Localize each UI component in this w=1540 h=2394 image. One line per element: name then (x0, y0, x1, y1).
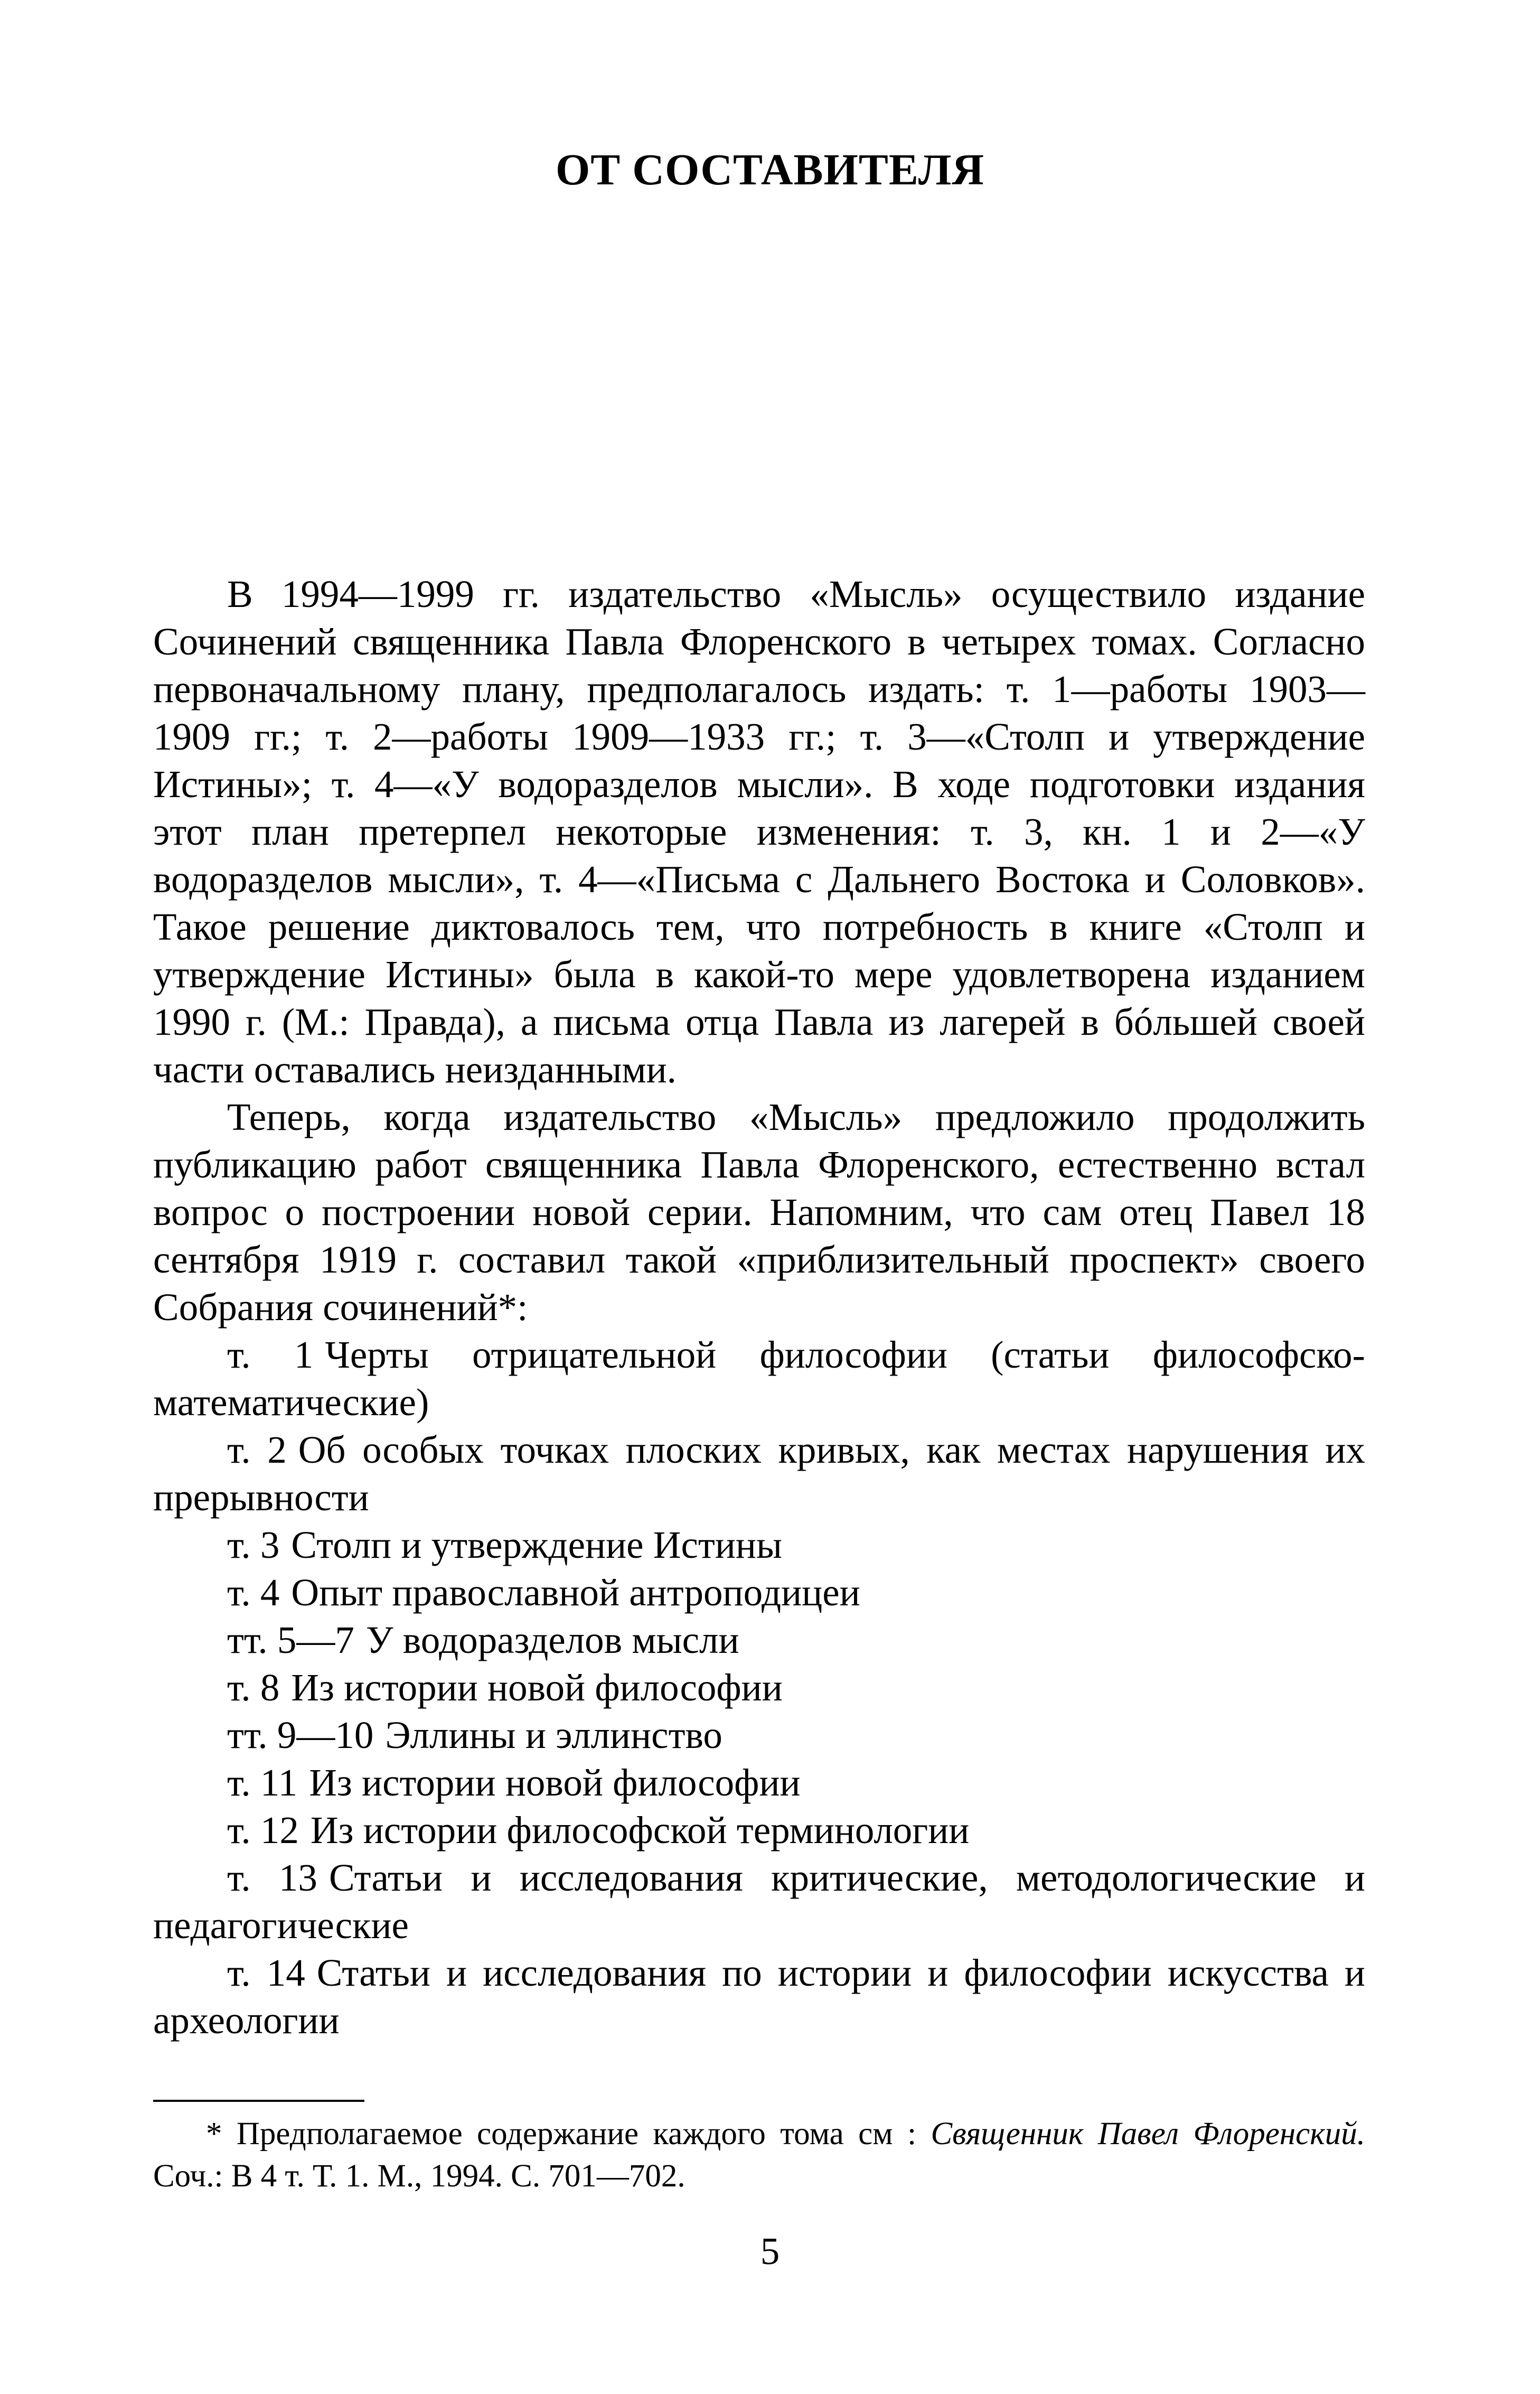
volume-number: т. 14 (227, 1951, 305, 1994)
list-item (153, 1712, 1365, 1759)
volume-title: Черты отрицательной философии (статьи философско-математические) (153, 1333, 1365, 1424)
footnote-mark: * (206, 2116, 222, 2152)
volume-number: тт. 9—10 (227, 1714, 374, 1756)
footnote-author: Священник Павел Флоренский. (931, 2116, 1365, 2152)
page-heading: ОТ СОСТАВИТЕЛЯ (555, 145, 985, 194)
list-item (153, 1616, 1365, 1664)
volume-title: Об особых точках плоских кривых, как местах нарушения их прерывности (153, 1428, 1365, 1519)
list-item (153, 1331, 1365, 1426)
volume-list (153, 1331, 1365, 2044)
volume-title: У водоразделов мысли (365, 1619, 739, 1661)
list-item (153, 1807, 1365, 1854)
volume-title: Эллины и эллинство (385, 1714, 722, 1756)
page-number: 5 (760, 2230, 780, 2273)
list-item (153, 1854, 1365, 1949)
volume-title: Столп и утверждение Истины (291, 1523, 782, 1566)
volume-title: Из истории новой философии (291, 1666, 783, 1709)
volume-title: Из истории новой философии (309, 1761, 801, 1804)
footnote (153, 2113, 1365, 2197)
volume-title: Статьи и исследования по истории и философии искусства и археологии (153, 1951, 1365, 2042)
volume-number: т. 13 (227, 1856, 317, 1899)
list-item (153, 1759, 1365, 1807)
volume-title: Из истории философской терминологии (310, 1809, 970, 1851)
list-item (153, 1949, 1365, 2044)
volume-number: т. 12 (227, 1809, 299, 1851)
volume-number: т. 4 (227, 1571, 280, 1614)
list-item (153, 1664, 1365, 1712)
paragraph-1: В 1994—1999 гг. издательство «Мысль» осуществило издание Сочинений священника Павла Флоренского в четырех томах. Согласно первоначальному плану, предполагалось издать: т. 1—работы 1903—1909 гг.; т. 2—работы 1909—1933 гг.; т. 3—«Столп и утверждение Истины»; т. 4—«У водоразделов мысли». В ходе подготовки издания этот план претерпел некоторые изменения: т. 3, кн. 1 и 2—«У водоразделов мысли», т. 4—«Письма с Дальнего Востока и Соловков». Такое решение диктовалось тем, что потребность в книге «Столп и утверждение Истины» была в какой-то мере удовлетворена изданием 1990 г. (М.: Правда), а письма отца Павла из лагерей в бóльшей своей части оставались неизданными. (153, 573, 1365, 1091)
footnote-text: Предполагаемое содержание каждого тома см : (236, 2116, 931, 2152)
volume-number: т. 2 (227, 1428, 287, 1471)
volume-number: т. 11 (227, 1761, 298, 1804)
volume-number: т. 3 (227, 1523, 280, 1566)
list-item (153, 1569, 1365, 1616)
list-item (153, 1426, 1365, 1521)
body-text (153, 571, 1365, 2044)
footnote-citation: Соч.: В 4 т. Т. 1. М., 1994. С. 701—702. (153, 2158, 686, 2194)
volume-title: Опыт православной антроподицеи (291, 1571, 860, 1614)
volume-title: Статьи и исследования критические, методологические и педагогические (153, 1856, 1365, 1947)
footnote-divider (153, 2100, 364, 2102)
paragraph-2: Теперь, когда издательство «Мысль» предложило продолжить публикацию работ священника Павла Флоренского, естественно встал вопрос о построении новой серии. Напомним, что сам отец Павел 18 сентября 1919 г. составил такой «приблизительный проспект» своего Собрания сочинений*: (153, 1096, 1365, 1329)
volume-number: т. 8 (227, 1666, 280, 1709)
volume-number: т. 1 (227, 1333, 314, 1376)
volume-number: тт. 5—7 (227, 1619, 354, 1661)
list-item (153, 1521, 1365, 1569)
